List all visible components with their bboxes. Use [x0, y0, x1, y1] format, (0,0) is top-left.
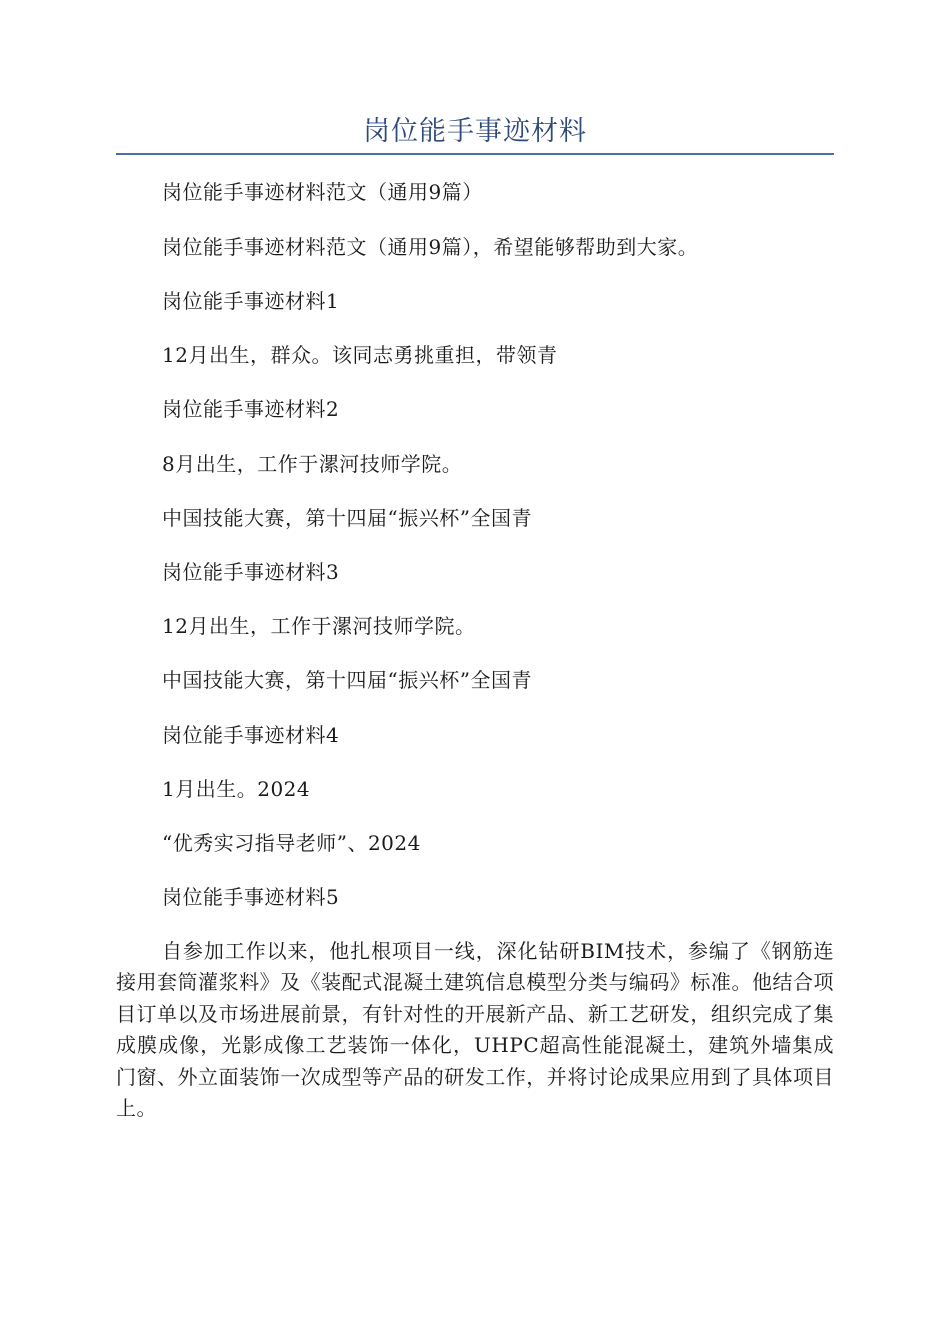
text-line: 岗位能手事迹材料范文（通用9篇） — [162, 180, 483, 204]
section-heading: 岗位能手事迹材料1 — [162, 289, 340, 313]
text-line: 1月出生。2024 — [162, 777, 311, 801]
section-heading: 岗位能手事迹材料2 — [162, 397, 340, 421]
section-heading: 岗位能手事迹材料5 — [162, 885, 340, 909]
text-line: 12月出生，群众。该同志勇挑重担，带领青 — [162, 343, 558, 367]
title-underline — [116, 153, 834, 155]
text-line: 8月出生，工作于漯河技师学院。 — [162, 452, 463, 476]
document-title: 岗位能手事迹材料 — [363, 116, 587, 147]
text-line: 12月出生，工作于漯河技师学院。 — [162, 614, 476, 638]
text-line: “优秀实习指导老师”、2024 — [162, 831, 421, 855]
text-line: 中国技能大赛，第十四届“振兴杯”全国青 — [162, 506, 532, 530]
text-line: 中国技能大赛，第十四届“振兴杯”全国青 — [162, 668, 532, 692]
body-paragraph: 自参加工作以来，他扎根项目一线，深化钻研BIM技术，参编了《钢筋连接用套筒灌浆料》及《装配式混凝土建筑信息模型分类与编码》标准。他结合项目订单以及市场进展前景，有针对性的开展新产品、新工艺研发，组织完成了集成膜成像，光影成像工艺装饰一体化，UHPC超高性能混凝土，建筑外墙集成门窗、外立面装饰一次成型等产品的研发工作，并将讨论成果应用到了具体项目上。 — [116, 939, 834, 1121]
section-heading: 岗位能手事迹材料4 — [162, 723, 340, 747]
text-line: 岗位能手事迹材料范文（通用9篇），希望能够帮助到大家。 — [162, 235, 699, 259]
section-heading: 岗位能手事迹材料3 — [162, 560, 340, 584]
